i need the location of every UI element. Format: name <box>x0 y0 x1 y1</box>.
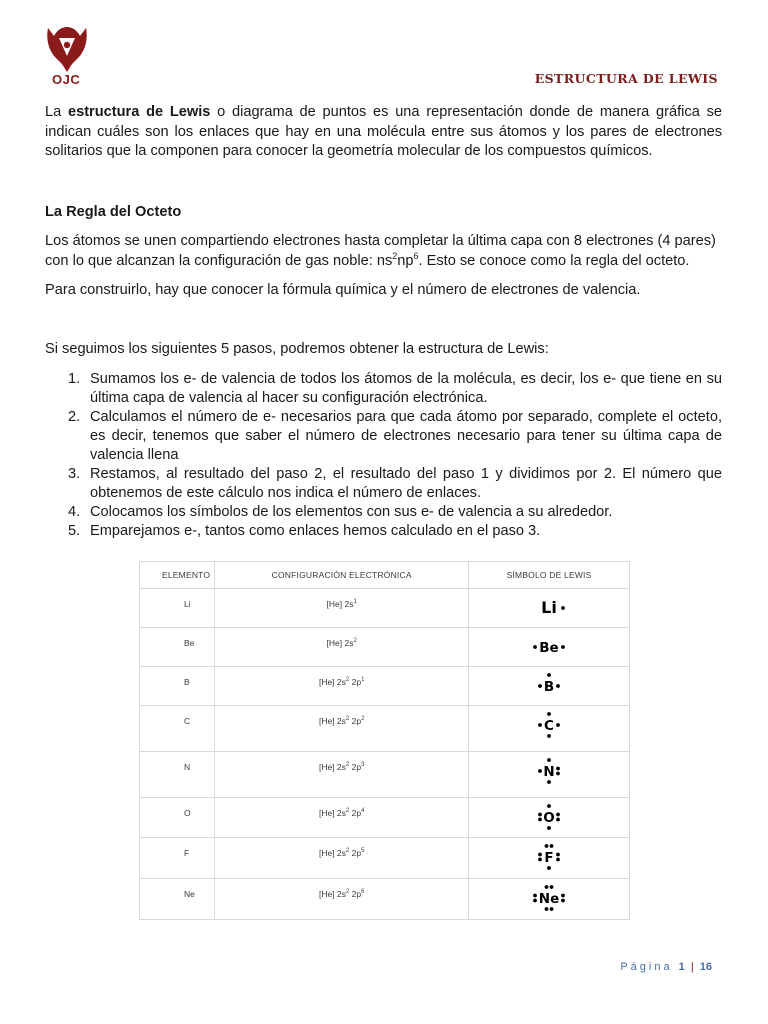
electron-dot <box>556 684 560 688</box>
electron-dot <box>561 894 565 898</box>
electron-dot <box>556 853 560 857</box>
octet-paragraph: Los átomos se unen compartiendo electrones hasta completar la última capa con 8 electrones (4 pares) con lo que alcanzan la configuración de gas noble: $ns^2np^6$. Esto se conoce como la regla del octeto. <box>45 233 716 269</box>
electron-dot <box>547 734 551 738</box>
cell-config: [He] $2s^2$ $2p^2$ <box>215 706 469 752</box>
lewis-symbol-text: N <box>543 764 555 780</box>
electron-dot <box>556 813 560 817</box>
cell-element: Be <box>140 628 215 667</box>
electron-dot <box>547 712 551 716</box>
list-item: 1. Sumamos los e- de valencia de todos los átomos de la molécula, es decir, los e- que tiene en su última capa de valencia al hacer su configuración electrónica. <box>68 371 722 406</box>
list-item: 4. Colocamos los símbolos de los elementos con sus e- de valencia a su alrededor. <box>68 504 613 520</box>
lewis-symbol <box>519 629 579 663</box>
steps-list <box>45 370 722 541</box>
electron-dot <box>556 767 560 771</box>
cell-symbol <box>469 752 630 798</box>
table-row <box>140 628 630 667</box>
list-item: 3. Restamos, al resultado del paso 2, el resultado del paso 1 y dividimos por 2. El número que obtenemos de este cálculo nos indica el número de enlaces. <box>68 466 722 501</box>
electron-dot <box>533 899 537 903</box>
cell-element: C <box>140 706 215 752</box>
steps-intro: Si seguimos los siguientes 5 pasos, podremos obtener la estructura de Lewis: <box>45 341 549 357</box>
col-header-config: CONFIGURACIÓN ELECTRÓNICA <box>215 562 469 589</box>
cell-symbol <box>469 589 630 628</box>
electron-dot <box>545 907 549 911</box>
cell-element: O <box>140 798 215 838</box>
term-lewis: estructura de Lewis <box>67 104 211 120</box>
electron-dot <box>547 804 551 808</box>
electron-dot <box>561 899 565 903</box>
electron-dot <box>556 772 560 776</box>
lewis-symbol-text: C <box>544 718 554 734</box>
table-header-row <box>140 562 630 589</box>
electron-dot <box>547 673 551 677</box>
electron-dot <box>550 844 554 848</box>
lewis-symbol-text: Ne <box>538 891 560 907</box>
lewis-table <box>139 561 630 920</box>
col-header-element: ELEMENTO <box>140 562 215 589</box>
lewis-symbol <box>519 799 579 833</box>
electron-dot <box>533 645 537 649</box>
cell-config: [He] $2s^2$ <box>215 628 469 667</box>
lewis-symbol-text: Li <box>541 598 557 617</box>
cell-config: [He] $2s^2$ $2p^5$ <box>215 838 469 879</box>
electron-dot <box>538 853 542 857</box>
list-item: 2. Calculamos el número de e- necesarios para que cada átomo por separado, complete el octeto, es decir, tenemos que saber el número de electrones necesario para tener su última capa de valencia llena <box>68 409 722 463</box>
cell-element: B <box>140 667 215 706</box>
lewis-symbol <box>519 753 579 787</box>
electron-dot <box>547 866 551 870</box>
table-row <box>140 798 630 838</box>
electron-dot <box>538 858 542 862</box>
lewis-symbol <box>519 668 579 702</box>
electron-dot <box>538 818 542 822</box>
page-footer: Página 1 | 16 <box>620 961 712 973</box>
cell-symbol <box>469 706 630 752</box>
cell-config: [He] $2s^2$ $2p^6$ <box>215 879 469 920</box>
section-heading: La Regla del Octeto <box>45 204 182 220</box>
table-row <box>140 667 630 706</box>
electron-dot <box>538 684 542 688</box>
electron-dot <box>547 780 551 784</box>
electron-dot <box>538 723 542 727</box>
cell-config: [He] $2s^2$ $2p^4$ <box>215 798 469 838</box>
table-row <box>140 879 630 920</box>
table-row <box>140 838 630 879</box>
table-row <box>140 752 630 798</box>
cell-symbol <box>469 798 630 838</box>
electron-dot <box>533 894 537 898</box>
cell-element: Ne <box>140 879 215 920</box>
table-row <box>140 706 630 752</box>
cell-symbol <box>469 628 630 667</box>
construction-paragraph: Para construirlo, hay que conocer la fórmula química y el número de electrones de valencia. <box>45 282 641 298</box>
electron-dot <box>556 858 560 862</box>
cell-config: [He] $2s^1$ <box>215 589 469 628</box>
cell-symbol <box>469 879 630 920</box>
header-title: ESTRUCTURA DE LEWIS <box>534 71 718 86</box>
electron-dot <box>561 645 565 649</box>
lewis-symbol <box>519 590 579 624</box>
electron-dot <box>538 769 542 773</box>
lewis-symbol-text: Be <box>539 640 559 656</box>
lewis-symbol-text: O <box>543 810 555 826</box>
electron-dot <box>561 606 565 610</box>
lewis-symbol <box>519 707 579 741</box>
cell-symbol <box>469 667 630 706</box>
cell-symbol <box>469 838 630 879</box>
electron-dot <box>547 826 551 830</box>
electron-dot <box>556 723 560 727</box>
electron-dot <box>545 885 549 889</box>
lewis-symbol <box>519 839 579 873</box>
electron-dot <box>545 844 549 848</box>
logo-text: OJC <box>52 72 81 87</box>
electron-dot <box>550 885 554 889</box>
electron-dot <box>556 818 560 822</box>
electron-dot <box>538 813 542 817</box>
lewis-symbol-text: F <box>544 850 554 866</box>
cell-config: [He] $2s^2$ $2p^3$ <box>215 752 469 798</box>
list-item: 5. Emparejamos e-, tantos como enlaces hemos calculado en el paso 3. <box>68 523 541 539</box>
cell-element: N <box>140 752 215 798</box>
electron-dot <box>550 907 554 911</box>
cell-element: Li <box>140 589 215 628</box>
intro-paragraph: La estructura de Lewis o diagrama de puntos es una representación donde de manera gráfica se indican cuáles son los enlaces que hay en una molécula entre sus átomos y los pares de electrones solitarios que la componen para conocer la geometría molecular de los compuestos químicos. <box>45 104 722 159</box>
electron-dot <box>547 758 551 762</box>
lewis-symbol <box>519 880 579 914</box>
lewis-symbol-text: B <box>543 679 555 695</box>
cell-element: F <box>140 838 215 879</box>
table-row <box>140 589 630 628</box>
cell-config: [He] $2s^2$ $2p^1$ <box>215 667 469 706</box>
col-header-symbol: SÍMBOLO DE LEWIS <box>469 562 630 589</box>
